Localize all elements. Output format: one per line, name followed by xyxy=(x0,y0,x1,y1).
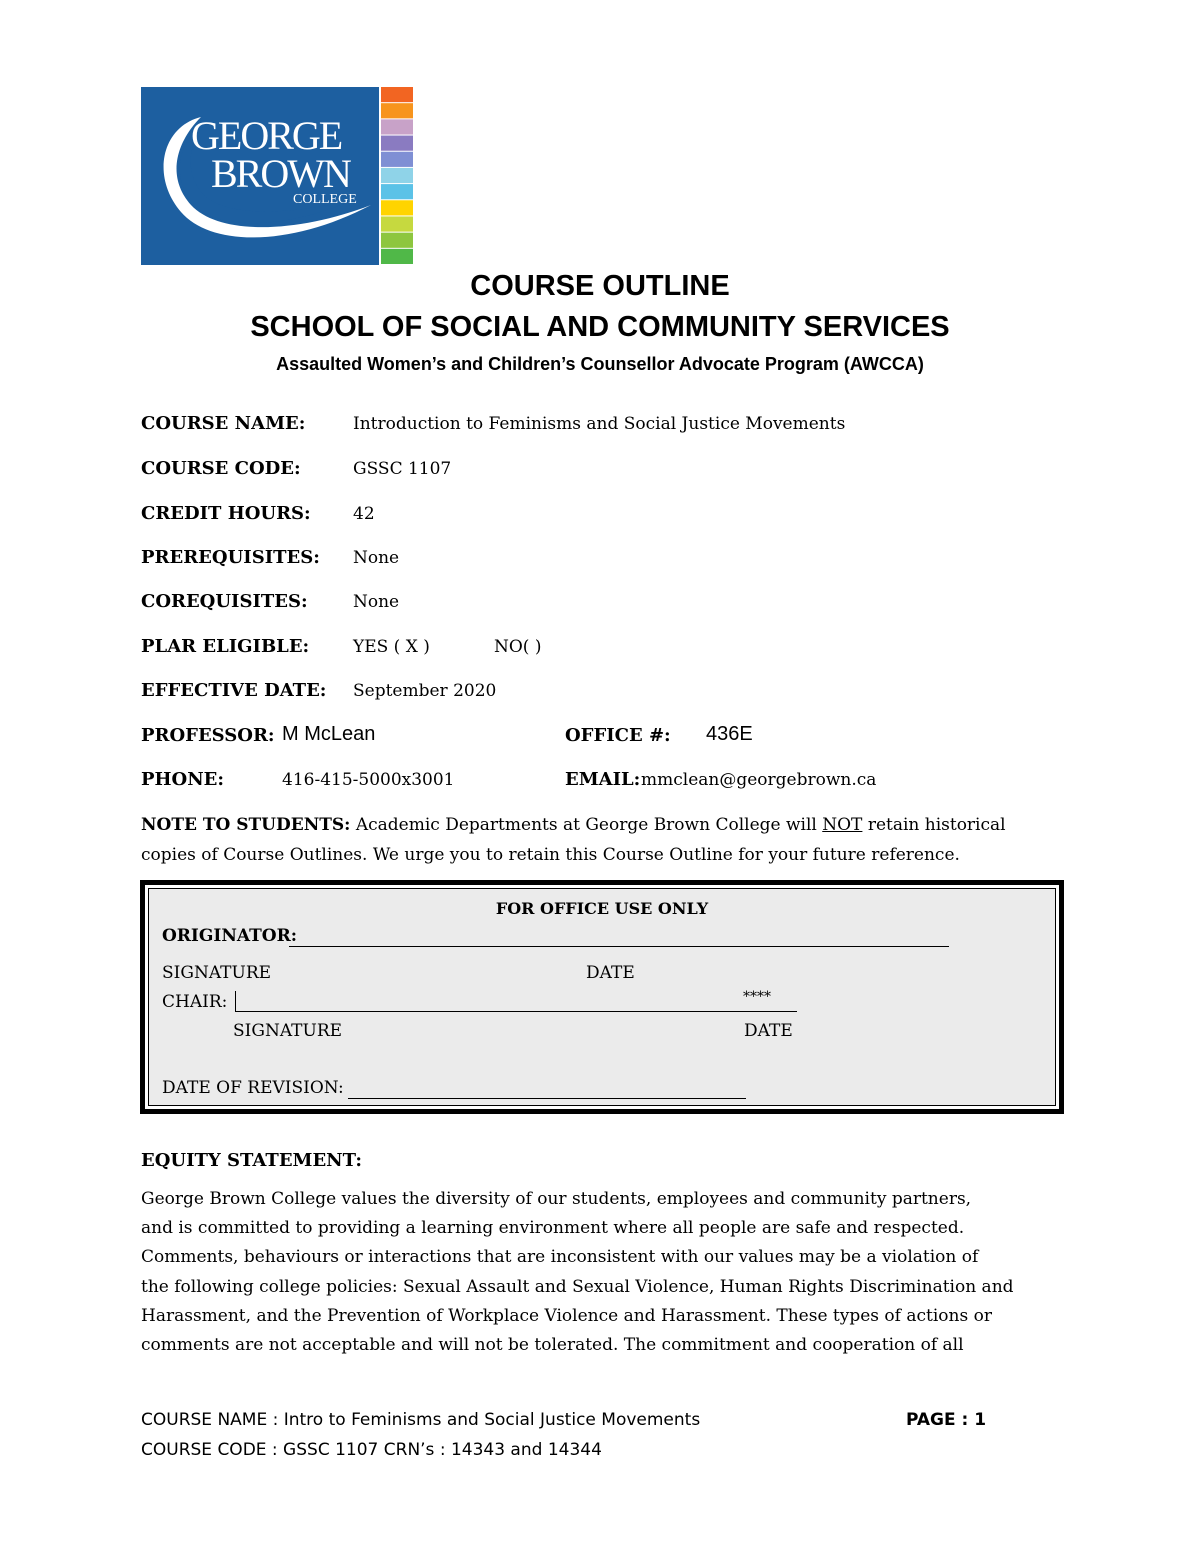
footer-course-name: COURSE NAME : Intro to Feminisms and Social Justice Movements xyxy=(141,1410,701,1430)
logo-stripe xyxy=(381,233,413,248)
footer-page-label: PAGE : xyxy=(906,1410,969,1430)
equity-line: and is committed to providing a learning environment where all people are safe and respected. xyxy=(141,1218,965,1239)
equity-line: Comments, behaviours or interactions that are inconsistent with our values may be a violation of xyxy=(141,1247,979,1268)
note-not: NOT xyxy=(822,815,863,835)
footer-page xyxy=(906,1410,986,1430)
equity-statement xyxy=(141,1185,1061,1360)
note-text-b: retain historical xyxy=(867,815,1006,835)
corequisites-value: None xyxy=(353,592,400,612)
course-code-value: GSSC 1107 xyxy=(353,459,452,479)
equity-line: George Brown College values the diversity of our students, employees and community partners, xyxy=(141,1189,972,1209)
footer-page-number: 1 xyxy=(974,1410,987,1430)
logo-stripe xyxy=(381,119,413,134)
revision-label: DATE OF REVISION: xyxy=(162,1078,344,1098)
equity-line: Harassment, and the Prevention of Workplace Violence and Harassment. These types of actions or xyxy=(141,1305,992,1326)
equity-line: the following college policies: Sexual Assault and Sexual Violence, Human Rights Discrimination and xyxy=(141,1276,1014,1297)
school-name: SCHOOL OF SOCIAL AND COMMUNITY SERVICES xyxy=(250,311,950,343)
logo-stripe xyxy=(381,103,413,118)
office-use-box xyxy=(140,880,1064,1114)
email-label: EMAIL: xyxy=(565,769,641,790)
note-label: NOTE TO STUDENTS: xyxy=(141,815,351,835)
phone-label: PHONE: xyxy=(141,769,225,790)
office-label: OFFICE #: xyxy=(565,725,671,746)
prerequisites-value: None xyxy=(353,548,400,568)
logo-stripe xyxy=(381,216,413,231)
note-line2: copies of Course Outlines. We urge you to retain this Course Outline for your future reference. xyxy=(141,845,960,865)
program-name: Assaulted Women’s and Children’s Counsellor Advocate Program (AWCCA) xyxy=(276,354,924,374)
office-use-title: FOR OFFICE USE ONLY xyxy=(495,899,709,918)
college-logo xyxy=(141,87,413,265)
effective-date-value: September 2020 xyxy=(353,681,497,701)
document-title: COURSE OUTLINE xyxy=(470,270,730,302)
logo-stripe xyxy=(381,87,413,102)
course-name-label: COURSE NAME: xyxy=(141,413,306,434)
effective-date-label: EFFECTIVE DATE: xyxy=(141,680,327,701)
originator-label: ORIGINATOR: xyxy=(162,926,298,946)
chair-label: CHAIR: xyxy=(162,992,228,1012)
logo-stripe xyxy=(381,136,413,151)
logo-stripe xyxy=(381,152,413,167)
revision-line xyxy=(348,1097,746,1099)
plar-eligible-label: PLAR ELIGIBLE: xyxy=(141,636,310,657)
credit-hours-label: CREDIT HOURS: xyxy=(141,503,311,524)
logo-stripe xyxy=(381,168,413,183)
note-to-students xyxy=(141,810,1061,870)
email-value: mmclean@georgebrown.ca xyxy=(641,770,877,790)
logo-text-college: COLLEGE xyxy=(293,192,357,207)
plar-yes: YES ( X ) xyxy=(353,637,430,657)
prerequisites-label: PREREQUISITES: xyxy=(141,547,320,568)
note-text-a: Academic Departments at George Brown College will xyxy=(355,815,817,835)
logo-color-stripes xyxy=(381,87,413,264)
course-name-value: Introduction to Feminisms and Social Justice Movements xyxy=(353,414,846,434)
corequisites-label: COREQUISITES: xyxy=(141,591,308,612)
originator-signature-line xyxy=(289,945,949,947)
logo-text-brown: BROWN xyxy=(211,151,350,196)
chair-signature-line xyxy=(235,1010,797,1012)
phone-value: 416-415-5000x3001 xyxy=(282,770,455,790)
text-cursor xyxy=(235,991,236,1011)
originator-date-caption: DATE xyxy=(586,963,635,983)
professor-label: PROFESSOR: xyxy=(141,725,275,746)
chair-date-caption: DATE xyxy=(744,1021,793,1041)
credit-hours-value: 42 xyxy=(353,504,375,524)
logo-stripe xyxy=(381,249,413,264)
footer-course-code: COURSE CODE : GSSC 1107 CRN’s : 14343 and 14344 xyxy=(141,1440,602,1460)
logo-stripe xyxy=(381,184,413,199)
chair-signature-caption: SIGNATURE xyxy=(233,1021,343,1041)
professor-value: M McLean xyxy=(282,723,376,745)
logo-stripe xyxy=(381,200,413,215)
originator-signature-caption: SIGNATURE xyxy=(162,963,272,983)
logo-text-george: GEORGE xyxy=(191,113,342,158)
equity-heading: EQUITY STATEMENT: xyxy=(141,1150,363,1171)
chair-date-stars: **** xyxy=(743,989,771,1005)
plar-no: NO( ) xyxy=(494,637,542,657)
office-value: 436E xyxy=(706,723,753,745)
course-code-label: COURSE CODE: xyxy=(141,458,301,479)
equity-line: comments are not acceptable and will not be tolerated. The commitment and cooperation of all xyxy=(141,1335,964,1356)
